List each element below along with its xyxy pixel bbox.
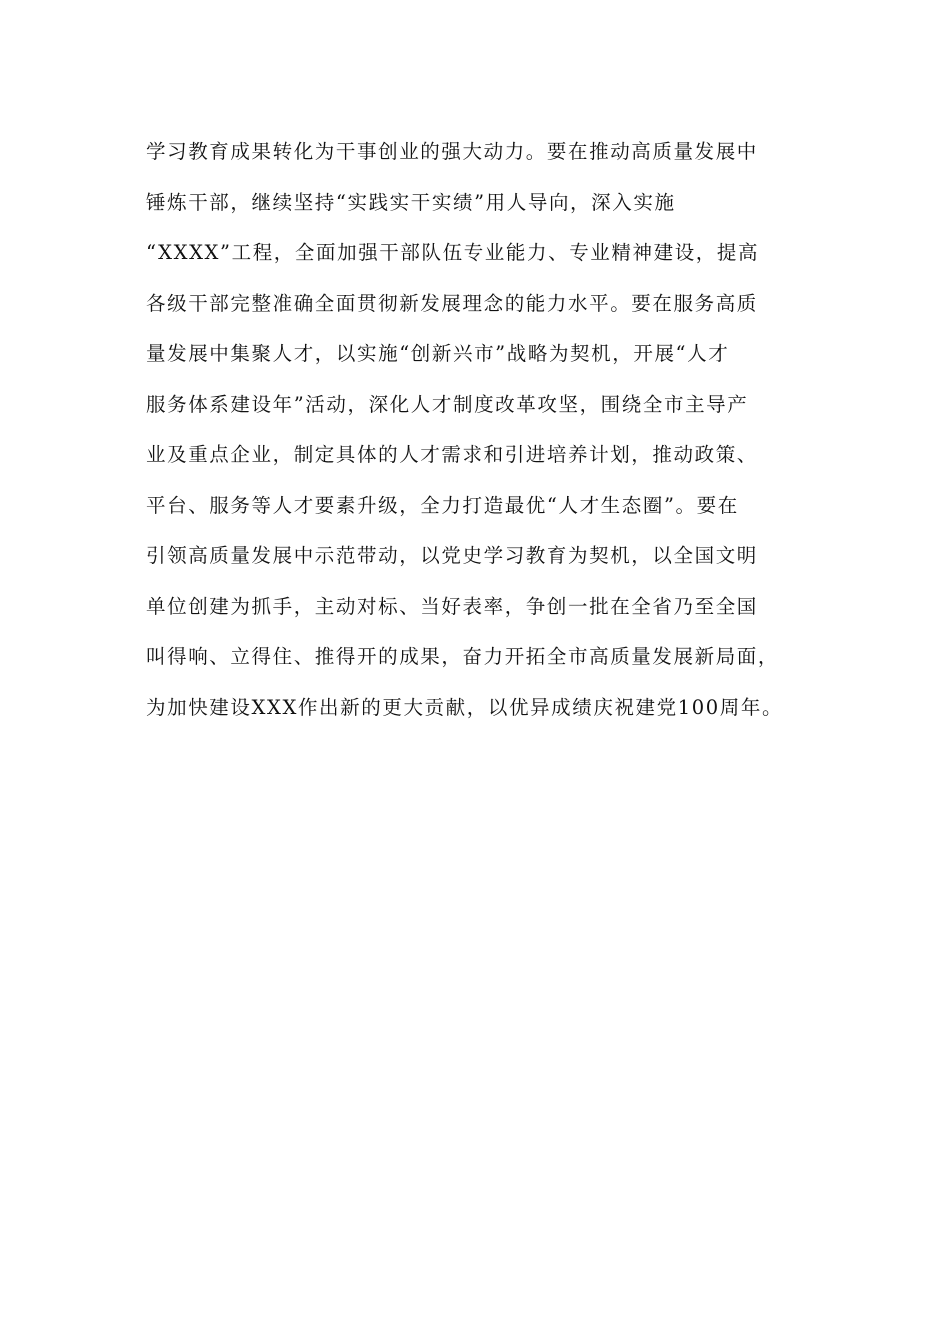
- text-line: 业及重点企业，制定具体的人才需求和引进培养计划，推动政策、: [146, 443, 758, 466]
- text-line: 为加快建设XXX作出新的更大贡献，以优异成绩庆祝建党100周年。: [146, 695, 784, 719]
- text-line: 各级干部完整准确全面贯彻新发展理念的能力水平。要在服务高质: [146, 291, 758, 315]
- text-line: 单位创建为抓手，主动对标、当好表率，争创一批在全省乃至全国: [146, 594, 758, 618]
- text-line: 锤炼干部，继续坚持“实践实干实绩”用人导向，深入实施: [146, 190, 676, 214]
- text-line: 学习教育成果转化为干事创业的强大动力。要在推动高质量发展中: [146, 140, 758, 163]
- text-line: 叫得响、立得住、推得开的成果，奋力开拓全市高质量发展新局面，: [146, 645, 780, 668]
- text-line: 引领高质量发展中示范带动，以党史学习教育为契机，以全国文明: [146, 544, 758, 567]
- text-line: 平台、服务等人才要素升级，全力打造最优“人才生态圈”。要在: [146, 493, 739, 517]
- text-line: 量发展中集聚人才，以实施“创新兴市”战略为契机，开展“人才: [146, 342, 730, 365]
- text-line: “XXXX”工程，全面加强干部队伍专业能力、专业精神建设，提高: [146, 241, 760, 264]
- body-paragraph: [146, 127, 806, 733]
- text-line: 服务体系建设年”活动，深化人才制度改革攻坚，围绕全市主导产: [146, 392, 749, 416]
